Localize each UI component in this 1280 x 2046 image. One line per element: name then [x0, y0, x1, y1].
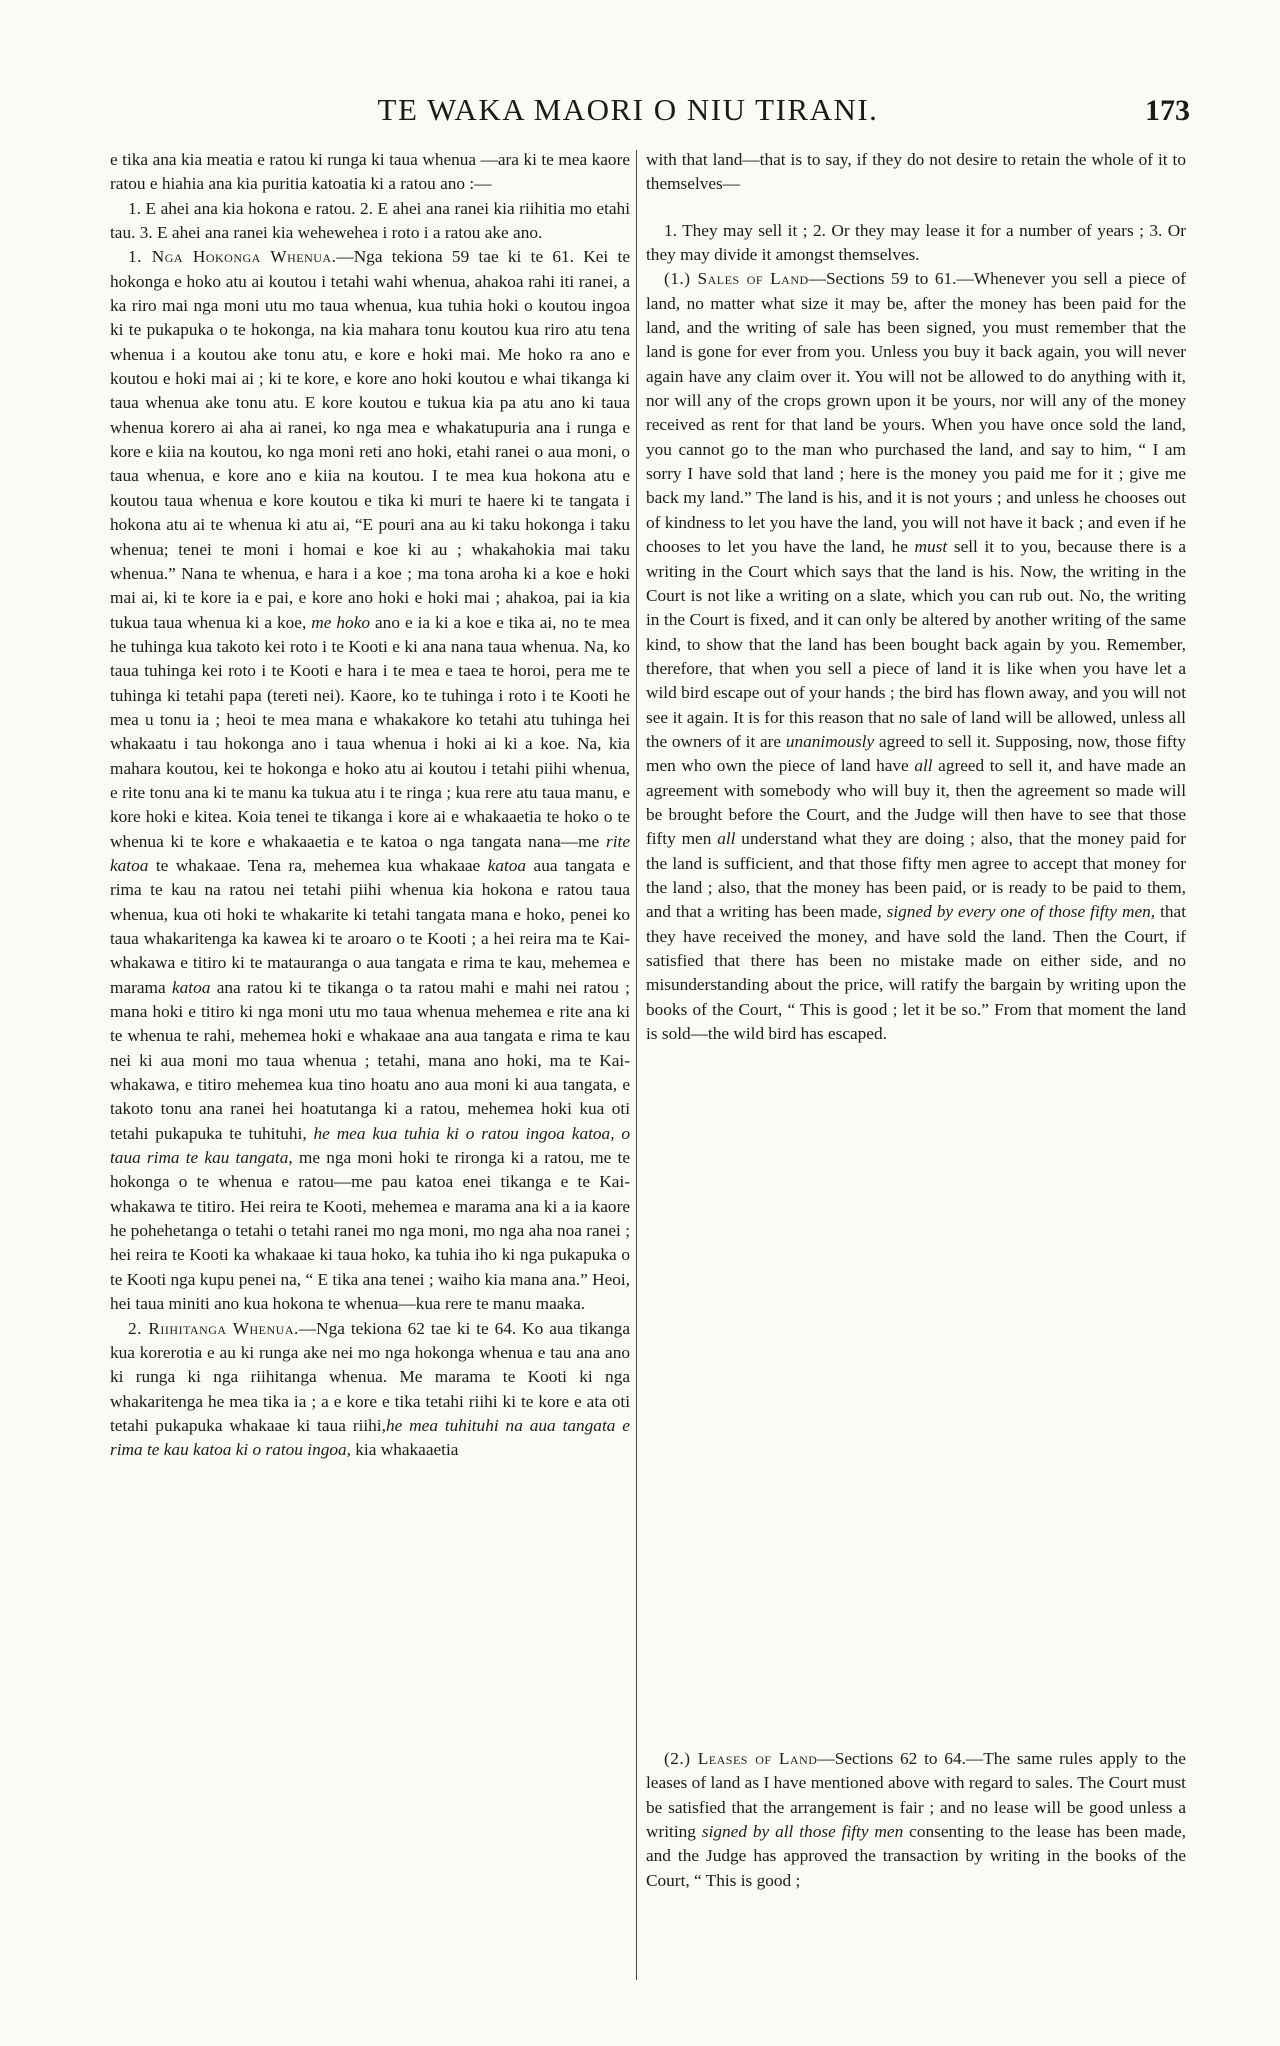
- emphasis: katoa: [171, 977, 211, 997]
- emphasis: he mea kua tuhia ki o ratou ingoa katoa, o taua rima te kau tangata,: [110, 1123, 630, 1168]
- paragraph-sales-english: [646, 267, 1186, 1046]
- section-heading-leases-maori: 2. Riihitanga Whenua.: [128, 1318, 299, 1338]
- text: sell it to you, because there is a writing in the Court which says that the land is his. Now, the writing in the Court is not like a writing on a slate, which you can rub out. No, the writing in the Court is fixed, and it can only be altered by another writing of the same kind, to show that the land has been bought back again by you. Remember, therefore, that when you sell a piece of land it is like when you have let a wild bird escape out of your hands ; the bird has flown away, and you will not see it again. It is for this reason that no sale of land will be allowed, unless all the owners of it are: [646, 537, 1186, 751]
- text: kia whakaaetia: [355, 1440, 459, 1460]
- text: 1. They may sell it ; 2. Or they may lease it for a number of years ; 3. Or they may divide it amongst themselves.: [646, 220, 1186, 265]
- emphasis: signed by every one of those fifty men,: [886, 902, 1156, 922]
- text: aua tangata e rima te kau na ratou nei tetahi piihi whenua kia hokona e ratou taua whenua, kua oti hoki te whakarite ki tetahi tangata mana e hoko, penei ko taua whakaritenga ka kawea ki te aroaro o te Kooti ; a hei reira ma te Kai-whakawa e titiro ki te matauranga o aua tangata e rima te kau, mehemea e marama: [110, 855, 631, 997]
- page-number: 173: [1145, 94, 1190, 127]
- maori-column: [110, 148, 630, 1463]
- paragraph-sales-maori: [110, 245, 630, 1316]
- emphasis: he mea tuhituhi na aua tangata e rima te kau katoa ki o ratou ingoa,: [110, 1415, 630, 1460]
- section-heading-sales-english: (1.) Sales of Land: [664, 269, 809, 289]
- text: consenting to the lease has been made, and the Judge has approved the transaction by writing in the books of the Court, “ This is good ;: [646, 1822, 1186, 1890]
- emphasis: rite katoa: [110, 831, 630, 875]
- english-column: [646, 148, 1186, 1046]
- text: —Sections 62 to 64.—The same rules apply to the leases of land as I have mentioned above with regard to sales. The Court must be satisfied that the arrangement is fair ; and no lease will be good unless a writing: [646, 1749, 1186, 1842]
- text: —Nga tekiona 62 tae ki te 64. Ko aua tikanga kua korerotia e au ki runga ake nei mo nga hokonga whenua e tau ana ano ki runga ki nga riihitanga whenua. Me marama te Kooti ki nga whakaritenga he mea tika ia ; a e kore e tika tetahi riihi ki te kore e ata oti tetahi pukapuka whakaae ki taua riihi,: [110, 1318, 630, 1435]
- emphasis: signed by all those fifty men: [701, 1822, 904, 1842]
- paragraph-options-english: [646, 219, 1186, 268]
- text: ano e ia ki a koe e tika ai, no te mea he tuhinga kua takoto kei roto i te Kooti e ki ana nana taua whenua. Na, ko taua tuhinga kei roto i te Kooti e hara i te mea e taea te horoi, pera me te tuhinga ki tetahi papa (tereti nei). Kaore, ko te tuhinga i roto i te Kooti he mea u tonu ia ; heoi te mea mana e whakakore ko tetahi atu tuhinga hei whakaatu i tau hokonga ano i taua whenua i hoki ai ki a koe. Na, kia mahara koutou, kei te hokonga e hoko atu ai koutou i tetahi piihi whenua, e rite tonu ana ki te manu ka tukua atu i te ringa ; kua rere atu taua manu, e kore hoki e kitea. Koia tenei te tikanga i kore ai e whakaaetia te hoko o te whenua ki te kore e whakaaetia e te katoa o nga tangata nana—me: [110, 612, 630, 851]
- text: 1. E ahei ana kia hokona e ratou. 2. E ahei ana ranei kia riihitia mo etahi tau. 3. E ahei ana ranei kia wehewehea i roto i a ratou ake ano.: [110, 198, 630, 243]
- text: with that land—that is to say, if they do not desire to retain the whole of it to themselves—: [646, 150, 1186, 194]
- text: agreed to sell it, and have made an agreement with somebody who will buy it, then the agreement so made will be brought before the Court, and the Judge will then have to see that those fifty men: [646, 756, 1186, 849]
- page-title: TE WAKA MAORI O NIU TIRANI.: [377, 92, 879, 127]
- text: me nga moni hoki te rironga ki a ratou, me te hokonga o te whenua e ratou—me pau katoa enei tikanga e te Kai-whakawa te titiro. Hei reira te Kooti, mehemea e marama ana ki a ia kaore he pohehetanga o tetahi o tetahi ranei mo nga moni, mo nga aha noa ranei ; hei reira te Kooti ka whakaae ki taua hoko, ka tuhia iho ki nga pukapuka o te Kooti nga kupu penei na, “ E tika ana tenei ; waiho kia mana ana.” Heoi, hei taua miniti ano kua hokona te whenua—kua rere te manu maaka.: [110, 1148, 631, 1314]
- text: —Sections 59 to 61.—Whenever you sell a piece of land, no matter what size it may be, after the money has been paid for the land, and the writing of sale has been signed, you must remember that the land is gone for ever from you. Unless you buy it back again, you will never again have any claim over it. You will not be allowed to do anything with it, nor will any of the crops grown upon it be yours, nor will any of the money received as rent for that land be yours. When you have once sold the land, you cannot go to the man who purchased the land, and say to him, “ I am sorry I have sold that land ; here is the money you paid me for it ; give me back my land.” The land is his, and it is not yours ; and unless he chooses out of kindness to let you have the land, you will not have it back ; and even if he chooses to let you have the land, he: [646, 269, 1187, 557]
- section-heading-leases-english: (2.) Leases of Land: [664, 1749, 818, 1768]
- emphasis: me hoko: [311, 612, 371, 632]
- text: understand what they are doing ; also, that the money paid for the land is sufficient, and that those fifty men agree to accept that money for the land ; also, that the money has been paid, or is ready to be paid to them, and that a writing has been made,: [646, 829, 1187, 922]
- text: te whakaae. Tena ra, mehemea kua whakaae: [155, 855, 481, 875]
- emphasis: must: [914, 537, 948, 557]
- emphasis: all: [717, 829, 736, 849]
- emphasis: unanimously: [785, 731, 875, 751]
- english-leases-block: [646, 1747, 1186, 1893]
- paragraph-options-maori: [110, 197, 630, 246]
- text: e tika ana kia meatia e ratou ki runga ki taua whenua —ara ki te mea kaore ratou e hiahia ana kia puritia katoatia ki a ratou ano :—: [110, 150, 630, 194]
- text: agreed to sell it. Supposing, now, those fifty men who own the piece of land have: [646, 731, 1186, 776]
- paragraph-intro-english: [646, 148, 1186, 197]
- emphasis: katoa: [487, 855, 527, 875]
- paragraph-leases-maori: [110, 1317, 630, 1463]
- text: ana ratou ki te tikanga o ta ratou mahi e mahi nei ratou ; mana hoki e titiro ki nga moni utu mo taua whenua mehemea e rite ana ki te whenua te rahi, mehemea hoki e whakaae ana aua tangata e rima te kau nei ki aua moni mo taua whenua ; tetahi, mana ano hoki, ma te Kai-whakawa, e titiro mehemea kua tino hoatu ano aua moni ki aua tangata, e takoto tonu ana ranei hei hoatutanga ki a ratou, mehemea hoki kua oti tetahi pukapuka te tuhituhi,: [110, 977, 630, 1143]
- paragraph-intro-maori: [110, 148, 630, 197]
- column-divider: [636, 150, 637, 1980]
- paragraph-leases-english: [646, 1747, 1186, 1893]
- section-heading-sales-maori: 1. Nga Hokonga Whenua.: [128, 247, 337, 267]
- running-head: [66, 92, 1190, 136]
- text: that they have received the money, and have sold the land. Then the Court, if satisfied that there has been no mistake made on either side, and no misunderstanding about the price, will ratify the bargain by writing upon the books of the Court, “ This is good ; let it be so.” From that moment the land is sold—the wild bird has escaped.: [646, 902, 1186, 1044]
- emphasis: all: [914, 756, 933, 776]
- spacer: [646, 197, 1186, 219]
- text: —Nga tekiona 59 tae ki te 61. Kei te hokonga e hoko atu ai koutou i tetahi wahi whenua, ahakoa rahi iti ranei, a ka riro mai nga moni utu mo taua whenua, kua tuhia hoki o koutou ingoa ki te pukapuka o te hokonga, na kia mahara tonu koutou kua riro atu tena whenua i a koutou ake tonu atu, e kore e hoki mai. Me hoko ra ano e koutou e hoki mai ai ; ki te kore, e kore ano hoki koutou e whai tikanga ki taua whenua ake tonu atu. E kore koutou e tukua kia pa atu ano ki taua whenua korero ai aha ai ranei, ko nga mea e whakatupuria ana i runga e kore e kiia na koutou, ko nga moni reti ano hoki, etahi ranei o aua moni, o taua whenua, e kore ano e kiia na koutou. I te mea kua hokona atu e koutou taua whenua e kore koutou e tika ki muri te haere ki te tangata i hokona atu ai te whenua ki atu ai, “E pouri ana au ki taku hokonga i taku whenua; tenei te moni i homai e koe ki au ; whakahokia mai taku whenua.” Nana te whenua, e hara i a koe ; ma tona aroha ki a koe e hoki mai ai, ki te kore ia e pai, e kore ano hoki e hoki mai ; ahakoa, pai ia kia tukua taua whenua ki a koe,: [110, 247, 630, 632]
